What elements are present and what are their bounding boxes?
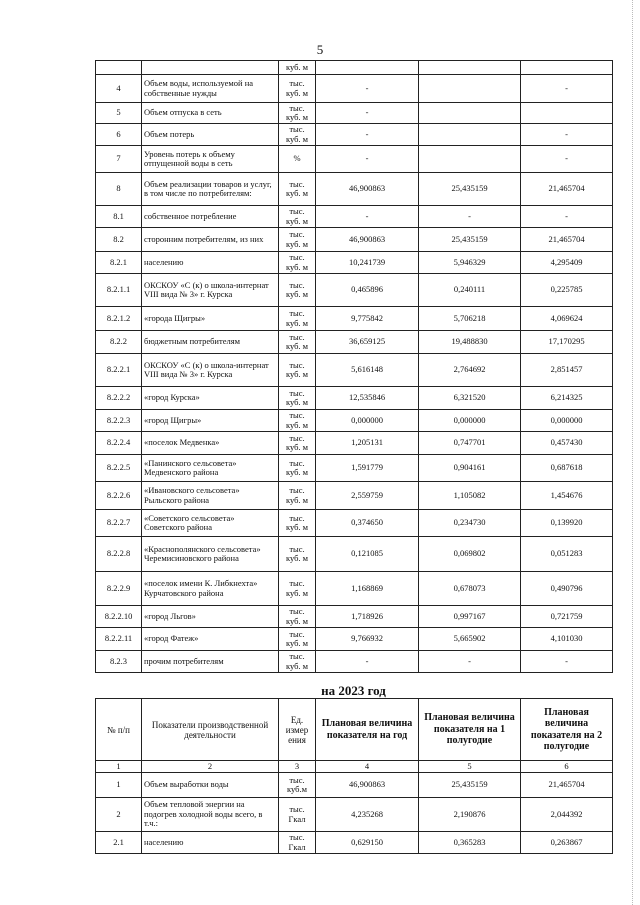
column-number-row (96, 761, 613, 773)
value-year: 1,168869 (316, 572, 419, 606)
value-year: - (316, 146, 419, 173)
unit-cell: тыс. куб.м (279, 773, 316, 798)
unit-cell: тыс. куб. м (279, 572, 316, 606)
row-number: 8.2.2.3 (96, 410, 142, 432)
unit-cell: тыс. куб. м (279, 387, 316, 410)
indicator-name: Объем выработки воды (142, 773, 279, 798)
water-supply-table-continued (95, 60, 613, 673)
col-number: 1 (96, 761, 142, 773)
value-half-2: 4,101030 (521, 628, 613, 651)
value-half-1: 19,488830 (419, 331, 521, 354)
table-row (96, 482, 613, 510)
indicator-name: Объем отпуска в сеть (142, 103, 279, 124)
indicator-name: Объем реализации товаров и услуг, в том числе по потребителям: (142, 173, 279, 206)
indicator-name: «Панинского сельсовета» Медвенского района (142, 455, 279, 482)
unit-cell: тыс. Гкал (279, 832, 316, 854)
table-row (96, 628, 613, 651)
row-number: 8.2.3 (96, 651, 142, 673)
value-year: - (316, 75, 419, 103)
value-half-2: 2,044392 (521, 798, 613, 832)
row-number: 8.2.2.7 (96, 510, 142, 537)
value-half-1: - (419, 651, 521, 673)
value-half-2: 4,295409 (521, 252, 613, 274)
unit-cell: тыс. куб. м (279, 410, 316, 432)
unit-cell: тыс. куб. м (279, 651, 316, 673)
table-row (96, 146, 613, 173)
value-year: 0,374650 (316, 510, 419, 537)
table-row (96, 252, 613, 274)
indicator-name: «поселок Медвенка» (142, 432, 279, 455)
unit-cell: тыс. куб. м (279, 606, 316, 628)
value-year: 46,900863 (316, 773, 419, 798)
row-number: 8.2.2.8 (96, 537, 142, 572)
table-row (96, 75, 613, 103)
row-number: 5 (96, 103, 142, 124)
row-number: 4 (96, 75, 142, 103)
row-number: 8 (96, 173, 142, 206)
table-row (96, 832, 613, 854)
indicator-name: населению (142, 252, 279, 274)
value-year: 46,900863 (316, 228, 419, 252)
value-half-1: 2,190876 (419, 798, 521, 832)
value-year: 12,535846 (316, 387, 419, 410)
unit-cell: тыс. куб. м (279, 628, 316, 651)
row-number: 8.2.2.5 (96, 455, 142, 482)
value-year: 2,559759 (316, 482, 419, 510)
row-number: 8.2.2.1 (96, 354, 142, 387)
table-row (96, 387, 613, 410)
row-number: 8.2.2.10 (96, 606, 142, 628)
row-number: 8.2.2.2 (96, 387, 142, 410)
indicator-name: Объем воды, используемой на собственные нужды (142, 75, 279, 103)
value-half-1: 0,365283 (419, 832, 521, 854)
table-row (96, 410, 613, 432)
table-row (96, 173, 613, 206)
unit-cell: тыс. куб. м (279, 75, 316, 103)
value-year: 0,629150 (316, 832, 419, 854)
table-row (96, 307, 613, 331)
value-half-1: 5,706218 (419, 307, 521, 331)
value-half-2: 0,051283 (521, 537, 613, 572)
unit-cell: тыс. куб. м (279, 173, 316, 206)
value-half-2: 1,454676 (521, 482, 613, 510)
row-number: 8.2 (96, 228, 142, 252)
row-number: 8.2.1.2 (96, 307, 142, 331)
value-half-1: 5,665902 (419, 628, 521, 651)
row-number: 6 (96, 124, 142, 146)
unit-cell: тыс. куб. м (279, 206, 316, 228)
row-number: 1 (96, 773, 142, 798)
indicator-name: «города Щигры» (142, 307, 279, 331)
unit-cell: тыс. куб. м (279, 307, 316, 331)
unit-cell: тыс. куб. м (279, 455, 316, 482)
value-half-2: 21,465704 (521, 228, 613, 252)
value-half-2: 17,170295 (521, 331, 613, 354)
value-half-1 (419, 146, 521, 173)
header-h2: Плановая величина показателя на 2 полугодие (521, 699, 613, 761)
value-half-1 (419, 103, 521, 124)
value-half-1: 0,240111 (419, 274, 521, 307)
value-half-1 (419, 75, 521, 103)
value-half-2: - (521, 651, 613, 673)
col-number: 4 (316, 761, 419, 773)
indicator-name: бюджетным потребителям (142, 331, 279, 354)
value-half-2: 0,263867 (521, 832, 613, 854)
value-half-1: 1,105082 (419, 482, 521, 510)
table-row (96, 228, 613, 252)
value-half-1: 0,904161 (419, 455, 521, 482)
row-number: 2 (96, 798, 142, 832)
indicator-name: «Краснополянского сельсовета» Черемисиновского района (142, 537, 279, 572)
value-half-1: 25,435159 (419, 228, 521, 252)
col-number: 5 (419, 761, 521, 773)
table-row (96, 331, 613, 354)
table-row (96, 354, 613, 387)
indicator-name: «Советского сельсовета» Советского района (142, 510, 279, 537)
indicator-name: «поселок имени К. Либкнехта» Курчатовского района (142, 572, 279, 606)
table-row (96, 274, 613, 307)
row-number: 2.1 (96, 832, 142, 854)
unit-cell: тыс. куб. м (279, 331, 316, 354)
value-half-1: 0,234730 (419, 510, 521, 537)
value-half-1: 0,747701 (419, 432, 521, 455)
row-number: 8.1 (96, 206, 142, 228)
value-year: 5,616148 (316, 354, 419, 387)
value-half-1 (419, 124, 521, 146)
unit-cell: тыс. Гкал (279, 798, 316, 832)
value-year: 9,766932 (316, 628, 419, 651)
header-unit: Ед. измер ения (279, 699, 316, 761)
value-year: 9,775842 (316, 307, 419, 331)
value-year: 1,205131 (316, 432, 419, 455)
value-half-2: 4,069624 (521, 307, 613, 331)
value-half-2: 0,490796 (521, 572, 613, 606)
value-half-1: 0,678073 (419, 572, 521, 606)
table-row (96, 103, 613, 124)
header-num: № п/п (96, 699, 142, 761)
header-h1: Плановая величина показателя на 1 полугодие (419, 699, 521, 761)
col-number: 2 (142, 761, 279, 773)
table-row (96, 798, 613, 832)
indicator-name: «город Льгов» (142, 606, 279, 628)
col-number: 3 (279, 761, 316, 773)
value-half-1: 0,000000 (419, 410, 521, 432)
value-half-1: 5,946329 (419, 252, 521, 274)
unit-cell: тыс. куб. м (279, 432, 316, 455)
value-half-2: 0,139920 (521, 510, 613, 537)
unit-cell: тыс. куб. м (279, 510, 316, 537)
unit-cell: тыс. куб. м (279, 124, 316, 146)
indicator-name: «город Щигры» (142, 410, 279, 432)
value-half-2: 0,457430 (521, 432, 613, 455)
unit-cell: тыс. куб. м (279, 274, 316, 307)
unit-cell: куб. м (279, 61, 316, 75)
col-number: 6 (521, 761, 613, 773)
value-year: - (316, 206, 419, 228)
value-year: 4,235268 (316, 798, 419, 832)
value-year: - (316, 124, 419, 146)
value-half-2: 6,214325 (521, 387, 613, 410)
indicator-name: «город Фатеж» (142, 628, 279, 651)
row-number: 8.2.2 (96, 331, 142, 354)
value-half-2: - (521, 146, 613, 173)
indicator-name: собственное потребление (142, 206, 279, 228)
value-year: 1,591779 (316, 455, 419, 482)
indicator-name: населению (142, 832, 279, 854)
row-number: 8.2.2.6 (96, 482, 142, 510)
row-number: 7 (96, 146, 142, 173)
indicator-name: Объем тепловой энергии на подогрев холодной воды всего, в т.ч.: (142, 798, 279, 832)
value-half-2: 0,225785 (521, 274, 613, 307)
value-half-2: 0,000000 (521, 410, 613, 432)
table-row (96, 651, 613, 673)
row-number: 8.2.2.11 (96, 628, 142, 651)
unit-cell: тыс. куб. м (279, 252, 316, 274)
unit-cell: тыс. куб. м (279, 228, 316, 252)
table-row (96, 206, 613, 228)
unit-cell: тыс. куб. м (279, 103, 316, 124)
value-year: - (316, 103, 419, 124)
value-half-1: 2,764692 (419, 354, 521, 387)
water-supply-table-2023 (95, 698, 613, 854)
indicator-name: сторонним потребителям, из них (142, 228, 279, 252)
indicator-name: прочим потребителям (142, 651, 279, 673)
value-year: - (316, 651, 419, 673)
header-year: Плановая величина показателя на год (316, 699, 419, 761)
table-row-continuation (96, 61, 613, 75)
table-row (96, 572, 613, 606)
unit-cell: % (279, 146, 316, 173)
table-row (96, 537, 613, 572)
value-half-2: - (521, 124, 613, 146)
year-caption: на 2023 год (321, 683, 386, 698)
table-row (96, 455, 613, 482)
page-number: 5 (316, 42, 324, 57)
indicator-name: «Ивановского сельсовета» Рыльского района (142, 482, 279, 510)
page-edge (632, 0, 634, 905)
row-number: 8.2.2.9 (96, 572, 142, 606)
indicator-name: «город Курска» (142, 387, 279, 410)
value-year: 10,241739 (316, 252, 419, 274)
table-row (96, 432, 613, 455)
table-row (96, 510, 613, 537)
unit-cell: тыс. куб. м (279, 537, 316, 572)
value-year: 0,465896 (316, 274, 419, 307)
row-number: 8.2.1 (96, 252, 142, 274)
value-year: 0,121085 (316, 537, 419, 572)
value-half-1: - (419, 206, 521, 228)
unit-cell: тыс. куб. м (279, 354, 316, 387)
indicator-name: Объем потерь (142, 124, 279, 146)
value-half-2: 2,851457 (521, 354, 613, 387)
value-half-2: 21,465704 (521, 773, 613, 798)
value-half-2: - (521, 75, 613, 103)
unit-cell: тыс. куб. м (279, 482, 316, 510)
indicator-name: ОКСКОУ «С (к) о школа-интернат VIII вида № 3» г. Курска (142, 354, 279, 387)
value-half-1: 0,069802 (419, 537, 521, 572)
value-half-2: 0,687618 (521, 455, 613, 482)
indicator-name: ОКСКОУ «С (к) о школа-интернат VIII вида № 3» г. Курска (142, 274, 279, 307)
value-year: 0,000000 (316, 410, 419, 432)
value-half-2: - (521, 206, 613, 228)
value-year: 46,900863 (316, 173, 419, 206)
row-number: 8.2.2.4 (96, 432, 142, 455)
table-row (96, 124, 613, 146)
value-year: 1,718926 (316, 606, 419, 628)
value-half-2 (521, 103, 613, 124)
value-year: 36,659125 (316, 331, 419, 354)
row-number: 8.2.1.1 (96, 274, 142, 307)
table-row (96, 606, 613, 628)
table-row (96, 773, 613, 798)
table-header-row (96, 699, 613, 761)
value-half-1: 0,997167 (419, 606, 521, 628)
value-half-2: 21,465704 (521, 173, 613, 206)
value-half-1: 25,435159 (419, 773, 521, 798)
value-half-1: 6,321520 (419, 387, 521, 410)
indicator-name: Уровень потерь к объему отпущенной воды в сеть (142, 146, 279, 173)
value-half-2: 0,721759 (521, 606, 613, 628)
value-half-1: 25,435159 (419, 173, 521, 206)
header-name: Показатели производственной деятельности (142, 699, 279, 761)
